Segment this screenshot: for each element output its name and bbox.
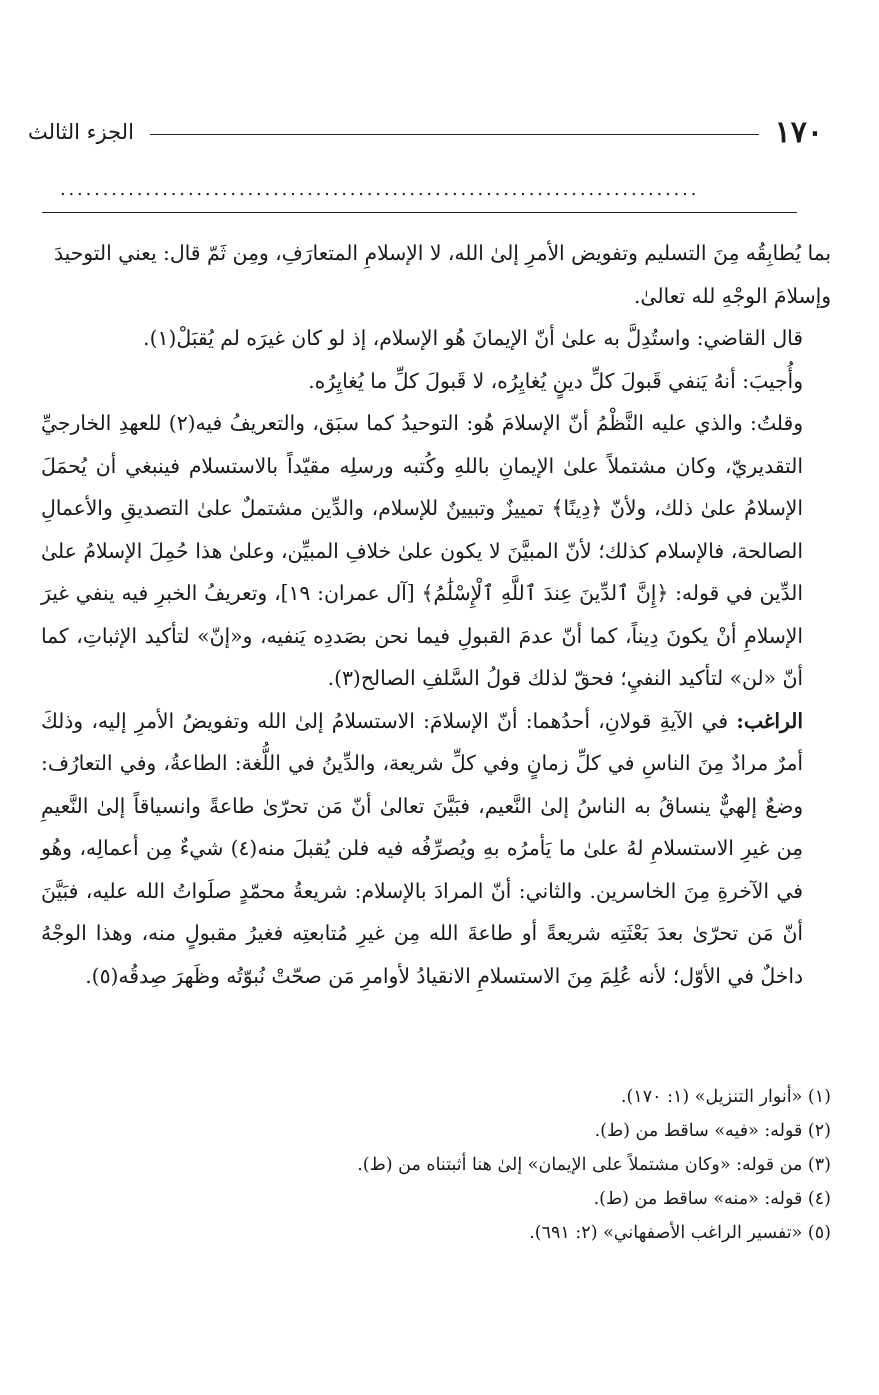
paragraph-answer: وأُجيبَ: أنهُ يَنفي قَبولَ كلِّ دينٍ يُغايِرُه، لا قَبولَ كلِّ ما يُغايِرُه. — [308, 368, 803, 393]
raghib-text: في الآيةِ قولانِ، أحدُهما: أنّ الإسلامَ: الاستسلامُ إلىٰ الله وتفويضُ الأمرِ إليه، وذلكَ أمرٌ مرادٌ مِنَ الناسِ في كلِّ زمانٍ وفي كلِّ شريعة، والدِّينُ في اللُّغة: الطاعةُ، وفي التعارُف: وضعٌ إلهيٌّ ينساقُ به الناسُ إلىٰ النَّعيم، فبَيَّنَ تعالىٰ أنّ مَن تحرّىٰ طاعةً وانسياقاً إلىٰ النَّعيمِ مِن غيرِ الاستسلامِ لهُ علىٰ ما يَأمرُه بهِ ويُصرِّفُه فيه فلن يُقبلَ منه(٤) شيءٌ مِن أعمالِه، وهُو في الآخرةِ مِنَ الخاسرين. والثاني: أنّ المرادَ بالإسلام: شريعةُ محمّدٍ صلَواتُ الله عليه، فبَيَّنَ أنّ مَن تحرّىٰ بعدَ بَعْثَتِه شريعةً أو طاعةَ الله مِن غيرِ مُتابعتِه فغيرُ مقبولٍ منه، وهذا الوجْهُ داخلٌ في الأوّل؛ لأنه عُلِمَ مِنَ الاستسلامِ الانقيادُ لأوامرِ مَن صحّتْ نُبوّتُه وظَهرَ صِدقُه(٥). — [41, 708, 803, 988]
raghib-lead: الراغب: — [736, 708, 803, 733]
paragraph-1-line-2: وإسلامَ الوجْهِ لله تعالىٰ. — [633, 283, 831, 308]
page-number: ١٧٠ — [774, 114, 823, 150]
paragraph-1-line-1: بما يُطابِقُه مِنَ التسليم وتفويض الأمرِ إلىٰ الله، لا الإسلامِ المتعارَفِ، ومِن ثَمّ قال: يعني التوحيدَ — [54, 241, 831, 265]
footnote-2: (٢) قوله: «فيه» ساقط من (ط). — [594, 1121, 831, 1141]
footnote-4: (٤) قوله: «منه» ساقط من (ط). — [593, 1189, 831, 1209]
running-head — [28, 112, 823, 152]
header-rule — [150, 134, 759, 135]
footnote-1: (١) «أنوار التنزيل» (١: ١٧٠). — [620, 1087, 831, 1107]
part-title: الجزء الثالث — [28, 120, 134, 144]
footnote-3: (٣) من قوله: «وكان مشتملاً على الإيمان» إلىٰ هنا أثبتناه من (ط). — [357, 1155, 831, 1175]
paragraph-raghib — [41, 700, 831, 998]
main-text — [41, 232, 831, 997]
text-top-rule — [42, 212, 797, 213]
paragraph-qadi: قال القاضي: واستُدِلَّ به علىٰ أنّ الإيمانَ هُو الإسلام، إذ لو كان غيرَه لم يُقبَلْ(١). — [143, 326, 803, 350]
paragraph-commentary: وقلتُ: والذي عليه النَّظْمُ أنّ الإسلامَ هُو: التوحيدُ كما سبَق، والتعريفُ فيه(٢) للعهدِ الخارجيِّ التقديريّ، وكان مشتملاً علىٰ الإيمانِ باللهِ وكُتبه ورسلِه مقيّداً بالاستسلام فينبغي أن يُحمَلَ الإسلامُ علىٰ ذلك، ولأنّ ﴿دِينًا﴾ تمييزٌ وتبيينٌ للإسلام، والدِّين مشتملٌ علىٰ التصديقِ والأعمالِ الصالحة، فالإسلام كذلك؛ لأنّ المبيَّنَ لا يكون علىٰ خلافِ المبيِّن، وعلىٰ هذا حُمِلَ الإسلامُ علىٰ الدِّين في قوله: ﴿إِنَّ ٱلدِّينَ عِندَ ٱللَّهِ ٱلْإِسْلَٰمُ﴾ [آل عمران: ١٩]، وتعريفُ الخبرِ فيه ينفي غيرَ الإسلامِ أنْ يكونَ دِيناً، كما أنّ عدمَ القبولِ فيما نحن بصَددِه يَنفيه، و«إنّ» لتأكيد الإثباتِ، كما أنّ «لن» لتأكيد النفيِ؛ فحقّ لذلك قولُ السَّلفِ الصالح(٣). — [41, 411, 803, 690]
dotted-separator: ........................................................................... — [60, 180, 700, 200]
footnote-5: (٥) «تفسير الراغب الأصفهاني» (٢: ٦٩١). — [529, 1223, 831, 1243]
footnotes — [41, 1080, 831, 1250]
